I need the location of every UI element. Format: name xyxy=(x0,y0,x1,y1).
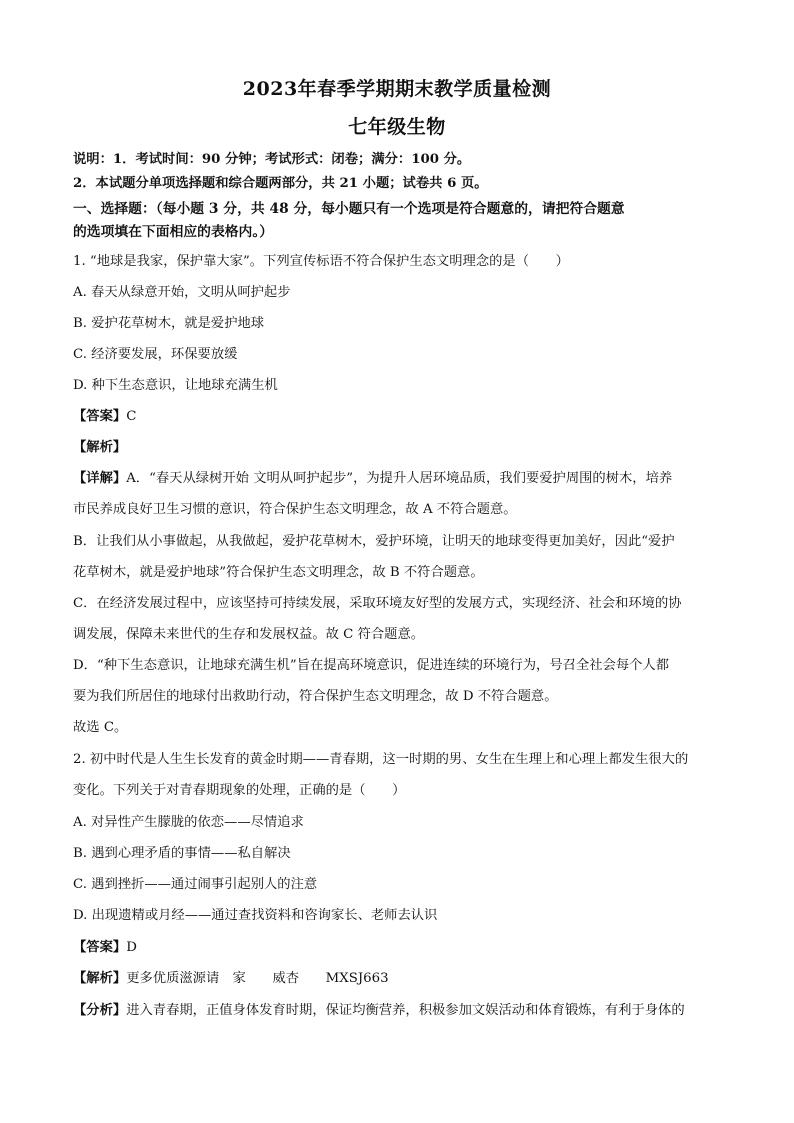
q1-detail-line-4: 花草树木，就是爱护地球”符合保护生态文明理念，故 B 不符合题意。 xyxy=(73,565,484,580)
q1-answer-tag: 【答案】 xyxy=(73,409,127,424)
q1-option-d: D. 种下生态意识，让地球充满生机 xyxy=(73,378,278,393)
q1-analysis-tag: 【解析】 xyxy=(73,440,127,455)
q1-option-b: B. 爱护花草树木，就是爱护地球 xyxy=(73,316,265,331)
q1-detail-line-3: B．让我们从小事做起，从我做起，爱护花草树木，爱护环境，让明天的地球变得更加美好，因此“爱护 xyxy=(73,534,675,549)
exam-subtitle: 七年级生物 xyxy=(348,116,446,138)
q1-detail-tag: 【详解】 xyxy=(73,471,127,486)
exam-title: 2023年春季学期期末教学质量检测 xyxy=(242,78,552,100)
q1-detail-line-7: D．“种下生态意识，让地球充满生机”旨在提高环境意识，促进连续的环境行为，号召全社会每个人都 xyxy=(73,658,670,673)
q2-option-d: D. 出现遗精或月经——通过查找资料和咨询家长、老师去认识 xyxy=(73,908,438,923)
q2-answer xyxy=(73,936,137,955)
q1-option-a: A. 春天从绿意开始，文明从呵护起步 xyxy=(73,285,291,300)
q2-fenxi-text: 进入青春期，正值身体发育时期，保证均衡营养，积极参加文娱活动和体育锻炼，有利于身体的 xyxy=(126,1003,685,1018)
q2-analysis xyxy=(73,967,389,986)
q2-fenxi-tag: 【分析】 xyxy=(73,1003,127,1018)
q2-stem-line-1: 2. 初中时代是人生生长发育的黄金时期——青春期，这一时期的男、女生在生理上和心理上都发生很大的 xyxy=(73,752,689,767)
q2-option-a: A. 对异性产生朦胧的依恋——尽情追求 xyxy=(73,815,304,830)
q1-answer xyxy=(73,405,136,424)
q2-analysis-tag: 【解析】 xyxy=(73,971,127,986)
section-heading-line-1: 一、选择题：（每小题 3 分，共 48 分，每小题只有一个选项是符合题意的，请把符合题意 xyxy=(73,201,625,217)
q2-stem-line-2: 变化。下列关于对青春期现象的处理，正确的是（ ） xyxy=(73,783,406,798)
q2-answer-value: D xyxy=(126,940,137,955)
q1-detail-line-2: 市民养成良好卫生习惯的意识，符合保护生态文明理念，故 A 不符合题意。 xyxy=(73,502,517,517)
q2-option-c: C. 遇到挫折——通过闹事引起别人的注意 xyxy=(73,877,318,892)
q2-option-b: B. 遇到心理矛盾的事情——私自解决 xyxy=(73,846,291,861)
q1-detail-line-5: C．在经济发展过程中，应该坚持可持续发展，采取环境友好型的发展方式，实现经济、社会和环境的协 xyxy=(73,596,682,611)
q1-conclusion: 故选 C。 xyxy=(73,720,128,735)
q1-detail-line-1 xyxy=(73,467,672,486)
instructions-line-1: 说明：1．考试时间：90 分钟；考试形式：闭卷；满分：100 分。 xyxy=(73,152,471,167)
q1-detail-line-6: 调发展，保障未来世代的生存和发展权益。故 C 符合题意。 xyxy=(73,627,425,642)
q1-answer-value: C xyxy=(126,409,137,424)
q2-answer-tag: 【答案】 xyxy=(73,940,127,955)
q1-stem: 1. “地球是我家，保护靠大家”。下列宣传标语不符合保护生态文明理念的是（ ） xyxy=(73,254,569,269)
q2-fenxi xyxy=(73,999,685,1018)
q2-analysis-text: 更多优质滋源请 家 威杏 MXSJ663 xyxy=(126,971,389,986)
q1-detail-line-8: 要为我们所居住的地球付出救助行动，符合保护生态文明理念，故 D 不符合题意。 xyxy=(73,689,558,704)
instructions-line-2: 2．本试题分单项选择题和综合题两部分，共 21 小题；试卷共 6 页。 xyxy=(73,176,488,191)
q1-detail-text-1: A．“春天从绿树开始 文明从呵护起步”，为提升人居环境品质，我们要爱护周围的树木，培养 xyxy=(126,471,673,486)
q1-option-c: C. 经济要发展，环保要放缓 xyxy=(73,347,238,362)
section-heading-line-2: 的选项填在下面相应的表格内。） xyxy=(73,224,274,240)
